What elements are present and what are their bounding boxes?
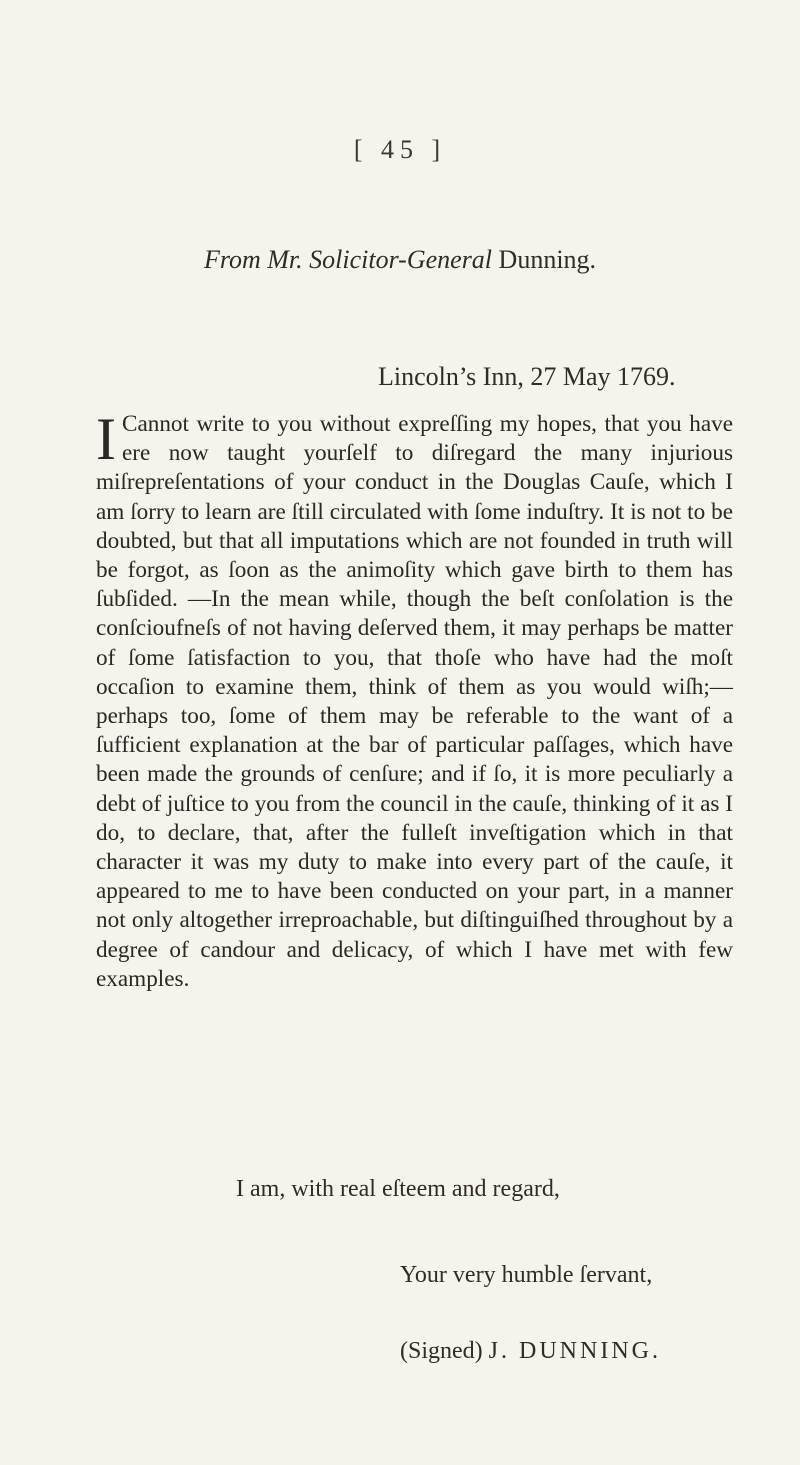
signature-name: J. DUNNING. (488, 1338, 661, 1364)
heading-name: Dunning. (498, 245, 597, 274)
letter-signature (400, 1338, 661, 1365)
complimentary-close: Your very humble ſervant, (400, 1262, 653, 1288)
letter-paragraph (96, 406, 733, 994)
signature-prefix: (Signed) (400, 1338, 483, 1364)
letter-closing: I am, with real eſteem and regard, (236, 1176, 560, 1202)
letter-dateline: Lincoln’s Inn, 27 May 1769. (378, 362, 676, 391)
letter-heading (0, 245, 800, 275)
letter-body-text: Cannot write to you without expreſſing my hopes, that you have ere now taught yourſelf to diſregard the many injurious miſrepreſentations of your conduct in the Douglas Cauſe, which I am ſorry to learn are ſtill circulated with ſome induſtry. It is not to be doubted, but that all imputations which are not founded in truth will be forgot, as ſoon as the animoſity which gave birth to them has ſubſided. —In the mean while, though the beſt conſolation is the conſcioufneſs of not having deſerved them, it may perhaps be matter of ſome ſatisfaction to you, that thoſe who have had the moſt occaſion to examine them, think of them as you would wiſh;—perhaps too, ſome of them may be referable to the want of a ſufficient explanation at the bar of particular paſſages, which have been made the grounds of cenſure; and if ſo, it is more peculiarly a debt of juſtice to you from the council in the cauſe, thinking of it as I do, to declare, that, after the fulleſt inveſtigation which in that character it was my duty to make into every part of the cauſe, it appeared to me to have been conducted on your part, in a manner not only altogether irreproachable, but diſtinguiſhed throughout by a degree of candour and delicacy, of which I have met with few examples. (96, 411, 733, 992)
drop-cap: I (96, 406, 116, 472)
page-number: [ 45 ] (353, 135, 447, 164)
letter-body (96, 406, 733, 994)
heading-prefix: From Mr. Solicitor-General (203, 245, 493, 274)
